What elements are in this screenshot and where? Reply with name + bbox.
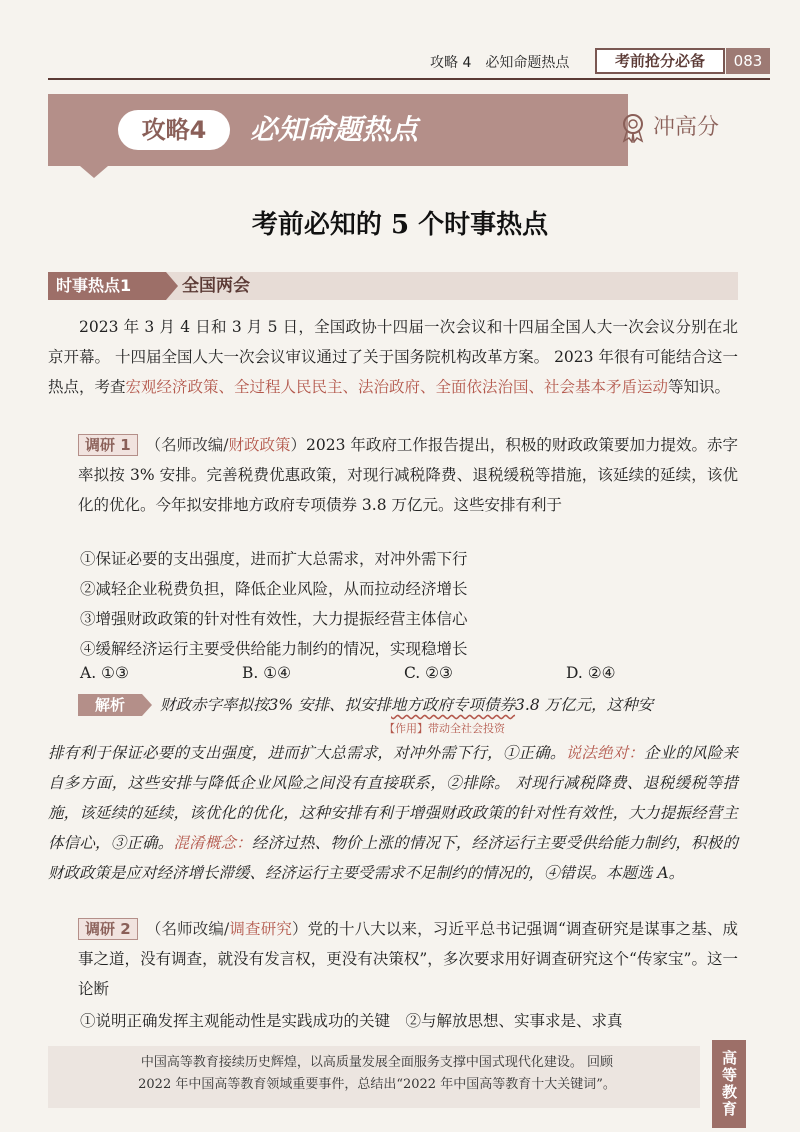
question-2 xyxy=(78,914,738,1004)
chapter-tag: 攻略4 xyxy=(118,110,230,150)
header-rule xyxy=(48,78,770,80)
intro-highlight: 宏观经济政策、全过程人民民主、法治政府、全面依法治国、社会基本矛盾运动 xyxy=(125,378,669,396)
section-name: 全国两会 xyxy=(182,276,250,296)
q1-choice-c: C. ②③ xyxy=(404,664,453,682)
q1-option-2: ②减轻企业税费负担，降低企业风险，从而拉动经济增长 xyxy=(80,580,468,598)
analysis-highlight-2: 混淆概念： xyxy=(173,834,252,852)
intro-text-2: 等知识。 xyxy=(668,378,731,396)
q2-options-line: ①说明正确发挥主观能动性是实践成功的关键 ②与解放思想、实事求是、求真 xyxy=(80,1012,623,1030)
q1-option-3: ③增强财政政策的针对性有效性，大力提振经营主体信心 xyxy=(80,610,468,628)
page-number: 083 xyxy=(726,48,770,74)
analysis-annotation: 【作用】带动全社会投资 xyxy=(384,722,505,735)
page-title: 考前必知的 5 个时事热点 xyxy=(251,210,549,240)
question-1-tag: 调研 1 xyxy=(78,434,138,456)
q1-choice-a: A. ①③ xyxy=(80,664,129,682)
analysis-line-1: 财政赤字率拟按3% 安排、拟安排地方政府专项债券3.8 万亿元，这种安 xyxy=(160,696,654,714)
intro-text-1: 2023 年 3 月 4 日和 3 月 5 日，全国政协十四届一次会议和十四届全国人大一次会议分别在北京开幕。 十四届全国人大一次会议审议通过了关于国务院机构改革方案。 2023 年很有可能结合这一热点，考查 xyxy=(48,318,738,396)
question-2-source: （名师改编/调查研究） xyxy=(145,920,308,938)
analysis-wavy-term: 地方政府专项债券 xyxy=(391,696,516,714)
banner-notch xyxy=(80,166,108,178)
boost-text: 冲高分 xyxy=(653,115,720,140)
analysis-highlight-1: 说法绝对： xyxy=(565,744,645,762)
analysis-body: 排有利于保证必要的支出强度，进而扩大总需求，对冲外需下行，①正确。说法绝对：企业的风险来自多方面，这些安排与降低企业风险之间没有直接联系，②排除。 对现行减税降费、退税缓税等措施，该延续的延续，该优化的优化，这种安排有利于增强财政政策的针对性有效性，大力提振经营主体信心，③正确。混淆概念：经济过热、物价上涨的情况下，经济运行主要受供给能力制约，积极的财政政策是应对经济增长滞缓、经济运行主要受需求不足制约的情况的，④错误。本题选 A。 xyxy=(48,744,738,882)
boost-label xyxy=(620,110,719,143)
q1-option-4: ④缓解经济运行主要受供给能力制约的情况，实现稳增长 xyxy=(80,640,468,658)
q1-choice-d: D. ②④ xyxy=(566,664,616,682)
question-2-tag: 调研 2 xyxy=(78,918,138,940)
intro-paragraph xyxy=(48,312,738,402)
question-2-stem: 党的十八大以来，习近平总书记强调“调查研究是谋事之基、成事之道，没有调查，就没有发言权，更没有决策权”，多次要求用好调查研究这个“传家宝”。这一论断 xyxy=(78,920,738,998)
analysis-tag: 解析 xyxy=(78,694,142,716)
question-1 xyxy=(78,430,738,520)
q1-choice-b: B. ①④ xyxy=(242,664,292,682)
side-tab: 高等教育 xyxy=(712,1040,746,1128)
header-badge: 考前抢分必备 xyxy=(595,48,725,74)
medal-icon xyxy=(620,113,646,143)
chapter-title: 必知命题热点 xyxy=(250,113,419,146)
question-1-source: （名师改编/财政政策） xyxy=(145,436,306,454)
q1-option-1: ①保证必要的支出强度，进而扩大总需求，对冲外需下行 xyxy=(80,550,468,568)
footer-text: 中国高等教育接续历史辉煌，以高质量发展全面服务支撑中国式现代化建设。 回顾 2022 年中国高等教育领域重要事件，总结出“2022 年中国高等教育十大关键词”。 xyxy=(138,1055,616,1092)
question-1-stem: 2023 年政府工作报告提出，积极的财政政策要加力提效。赤字率拟按 3% 安排。完善税费优惠政策，对现行减税降费、退税缓税等措施，该延续的延续，该优化的优化。今年拟安排地方政府专项债券 3.8 万亿元。这些安排有利于 xyxy=(78,436,738,514)
section-tag: 时事热点1 xyxy=(48,272,166,300)
header-section-label: 攻略 4 必知命题热点 xyxy=(430,55,570,71)
